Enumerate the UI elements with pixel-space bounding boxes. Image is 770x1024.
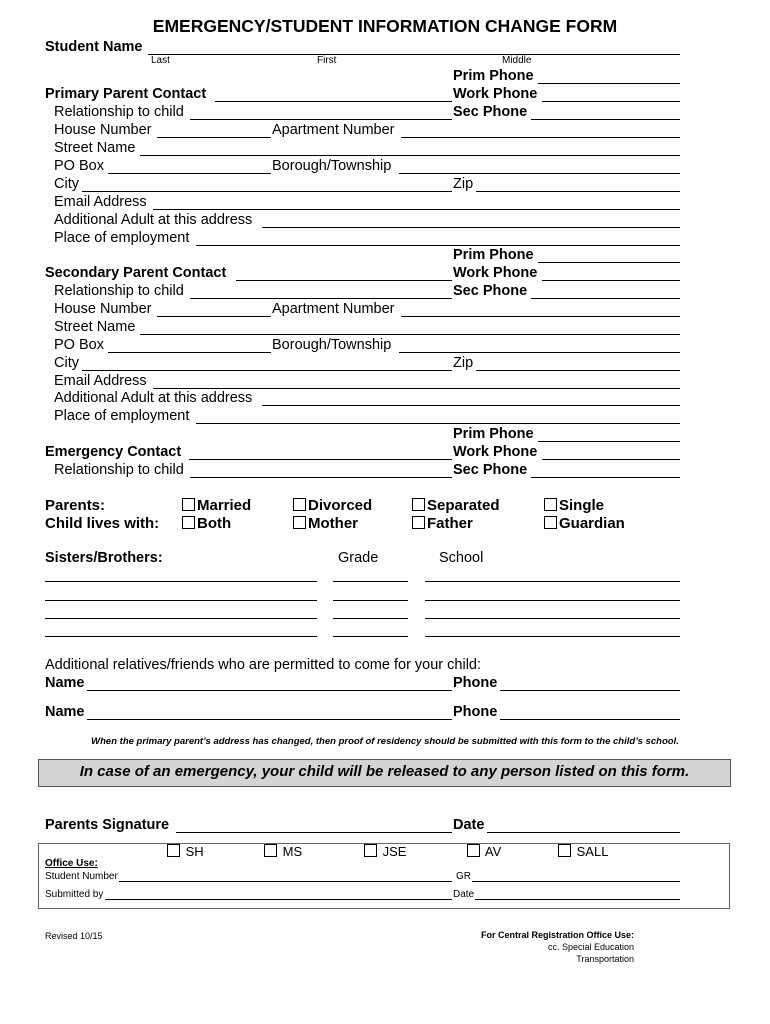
primary-street-label: Street Name [54, 140, 136, 156]
relative-phone-field[interactable] [500, 719, 680, 720]
secondary-city-label: City [54, 355, 79, 371]
secondary-additional-adult-label: Additional Adult at this address [54, 390, 253, 406]
primary-work-phone-label: Work Phone [453, 86, 538, 102]
relative-name-label: Name [45, 675, 85, 691]
form-title: EMERGENCY/STUDENT INFORMATION CHANGE FORM [152, 16, 618, 36]
student-last-sublabel: Last [151, 55, 170, 66]
primary-apartment-label: Apartment Number [272, 122, 395, 138]
parents-option-separated[interactable] [412, 497, 500, 514]
lives-option-mother[interactable] [293, 515, 358, 532]
secondary-borough-label: Borough/Township [272, 337, 392, 353]
option-label: SH [185, 844, 204, 859]
secondary-street-label: Street Name [54, 319, 136, 335]
office-student-number-label: Student Number [45, 871, 118, 882]
secondary-city-field[interactable] [82, 370, 452, 371]
primary-pobox-label: PO Box [54, 158, 104, 174]
lives-option-both[interactable] [182, 515, 231, 532]
primary-relationship-label: Relationship to child [54, 104, 184, 120]
emergency-banner-text: In case of an emergency, your child will be released to any person listed on this form. [79, 763, 690, 780]
primary-house-label: House Number [54, 122, 152, 138]
sibling-name-field[interactable] [45, 600, 317, 601]
option-label: Father [427, 515, 473, 532]
relative-name-field[interactable] [87, 690, 452, 691]
siblings-grade-header: Grade [338, 550, 379, 566]
primary-work-phone-field[interactable] [542, 101, 680, 102]
primary-employment-field[interactable] [196, 245, 680, 246]
sibling-name-field[interactable] [45, 636, 317, 637]
option-label: Single [559, 497, 605, 514]
primary-prim-phone-label: Prim Phone [453, 68, 534, 84]
emergency-sec-phone-field[interactable] [531, 477, 680, 478]
office-use-heading: Office Use: [45, 858, 98, 869]
secondary-additional-adult-field[interactable] [262, 405, 680, 406]
option-label: Married [197, 497, 252, 514]
emergency-sec-phone-label: Sec Phone [453, 462, 528, 478]
primary-email-field[interactable] [153, 209, 680, 210]
sibling-grade-field[interactable] [333, 581, 408, 582]
secondary-zip-field[interactable] [476, 370, 680, 371]
central-registration-note: For Central Registration Office Use: [480, 930, 634, 940]
sibling-school-field[interactable] [425, 600, 680, 601]
office-submitted-by-field[interactable] [105, 899, 452, 900]
primary-additional-adult-field[interactable] [262, 227, 680, 228]
secondary-parent-heading: Secondary Parent Contact [45, 265, 227, 281]
relative-phone-field[interactable] [500, 690, 680, 691]
sibling-name-field[interactable] [45, 581, 317, 582]
office-gr-field[interactable] [472, 881, 680, 882]
primary-city-label: City [54, 176, 79, 192]
checkbox-icon[interactable] [182, 498, 195, 511]
secondary-sec-phone-field[interactable] [531, 298, 680, 299]
sibling-school-field[interactable] [425, 618, 680, 619]
secondary-borough-field[interactable] [399, 352, 680, 353]
secondary-prim-phone-label: Prim Phone [453, 247, 534, 263]
emergency-contact-field[interactable] [189, 459, 452, 460]
option-label: MS [282, 844, 303, 859]
secondary-apartment-label: Apartment Number [272, 301, 395, 317]
lives-with-label: Child lives with: [45, 515, 160, 532]
secondary-relationship-label: Relationship to child [54, 283, 184, 299]
primary-house-field[interactable] [157, 137, 271, 138]
office-submitted-by-label: Submitted by [45, 889, 104, 900]
checkbox-icon[interactable] [544, 498, 557, 511]
residency-note: When the primary parent’s address has changed, then proof of residency should be submitted with this form to the child’s school. [91, 736, 679, 747]
checkbox-icon[interactable] [412, 516, 425, 529]
parents-option-married[interactable] [182, 497, 251, 514]
primary-pobox-field[interactable] [108, 173, 271, 174]
primary-parent-field[interactable] [215, 101, 452, 102]
secondary-parent-field[interactable] [236, 280, 452, 281]
checkbox-icon[interactable] [293, 498, 306, 511]
secondary-apartment-field[interactable] [401, 316, 680, 317]
secondary-work-phone-field[interactable] [542, 280, 680, 281]
secondary-employment-label: Place of employment [54, 408, 190, 424]
secondary-pobox-field[interactable] [108, 352, 271, 353]
student-first-sublabel: First [317, 55, 337, 66]
primary-sec-phone-label: Sec Phone [453, 104, 528, 120]
relative-name-label: Name [45, 704, 85, 720]
secondary-pobox-label: PO Box [54, 337, 104, 353]
office-date-label: Date [453, 889, 475, 900]
emergency-work-phone-label: Work Phone [453, 444, 538, 460]
emergency-prim-phone-field[interactable] [538, 441, 680, 442]
sibling-grade-field[interactable] [333, 636, 408, 637]
office-student-number-field[interactable] [119, 881, 452, 882]
checkbox-icon[interactable] [182, 516, 195, 529]
primary-city-field[interactable] [82, 191, 452, 192]
relative-name-field[interactable] [87, 719, 452, 720]
option-label: AV [484, 844, 502, 859]
primary-parent-heading: Primary Parent Contact [45, 86, 207, 102]
primary-zip-label: Zip [453, 176, 474, 192]
emergency-prim-phone-label: Prim Phone [453, 426, 534, 442]
primary-prim-phone-field[interactable] [538, 83, 680, 84]
sibling-grade-field[interactable] [333, 618, 408, 619]
cc-transportation: Transportation [576, 954, 634, 964]
student-middle-sublabel: Middle [502, 55, 532, 66]
primary-additional-adult-label: Additional Adult at this address [54, 212, 253, 228]
option-label: JSE [382, 844, 407, 859]
checkbox-icon[interactable] [412, 498, 425, 511]
checkbox-icon[interactable] [293, 516, 306, 529]
signature-date-label: Date [453, 817, 485, 833]
parents-option-single[interactable] [544, 497, 604, 514]
secondary-work-phone-label: Work Phone [453, 265, 538, 281]
primary-street-field[interactable] [140, 155, 680, 156]
relative-phone-label: Phone [453, 704, 498, 720]
emergency-relationship-label: Relationship to child [54, 462, 184, 478]
lives-option-guardian[interactable] [544, 515, 625, 532]
lives-option-father[interactable] [412, 515, 473, 532]
signature-field[interactable] [176, 832, 452, 833]
relative-phone-label: Phone [453, 675, 498, 691]
checkbox-icon[interactable] [544, 516, 557, 529]
primary-zip-field[interactable] [476, 191, 680, 192]
sibling-school-field[interactable] [425, 581, 680, 582]
option-label: Separated [427, 497, 500, 514]
primary-sec-phone-field[interactable] [531, 119, 680, 120]
office-date-field[interactable] [475, 899, 680, 900]
primary-borough-field[interactable] [399, 173, 680, 174]
secondary-house-label: House Number [54, 301, 152, 317]
secondary-zip-label: Zip [453, 355, 474, 371]
secondary-sec-phone-label: Sec Phone [453, 283, 528, 299]
option-label: Mother [308, 515, 358, 532]
secondary-street-field[interactable] [140, 334, 680, 335]
emergency-relationship-field[interactable] [190, 477, 452, 478]
option-label: SALL [576, 844, 609, 859]
siblings-label: Sisters/Brothers: [45, 550, 163, 566]
parents-label: Parents: [45, 497, 106, 514]
signature-label: Parents Signature [45, 817, 170, 833]
student-name-label: Student Name [45, 39, 143, 55]
parents-option-divorced[interactable] [293, 497, 372, 514]
student-name-field[interactable] [148, 54, 680, 55]
siblings-school-header: School [439, 550, 484, 566]
relatives-intro: Additional relatives/friends who are permitted to come for your child: [45, 657, 482, 673]
emergency-contact-heading: Emergency Contact [45, 444, 182, 460]
primary-relationship-field[interactable] [190, 119, 452, 120]
secondary-prim-phone-field[interactable] [538, 262, 680, 263]
secondary-house-field[interactable] [157, 316, 271, 317]
revised-note: Revised 10/15 [45, 931, 103, 941]
primary-apartment-field[interactable] [401, 137, 680, 138]
sibling-grade-field[interactable] [333, 600, 408, 601]
option-label: Both [197, 515, 232, 532]
secondary-email-field[interactable] [153, 388, 680, 389]
sibling-school-field[interactable] [425, 636, 680, 637]
emergency-work-phone-field[interactable] [542, 459, 680, 460]
secondary-employment-field[interactable] [196, 423, 680, 424]
primary-email-label: Email Address [54, 194, 147, 210]
sibling-name-field[interactable] [45, 618, 317, 619]
primary-employment-label: Place of employment [54, 230, 190, 246]
option-label: Divorced [308, 497, 373, 514]
cc-special-education: cc. Special Education [547, 942, 634, 952]
secondary-email-label: Email Address [54, 373, 147, 389]
option-label: Guardian [559, 515, 625, 532]
primary-borough-label: Borough/Township [272, 158, 392, 174]
signature-date-field[interactable] [487, 832, 680, 833]
secondary-relationship-field[interactable] [190, 298, 452, 299]
office-gr-label: GR [456, 871, 471, 882]
